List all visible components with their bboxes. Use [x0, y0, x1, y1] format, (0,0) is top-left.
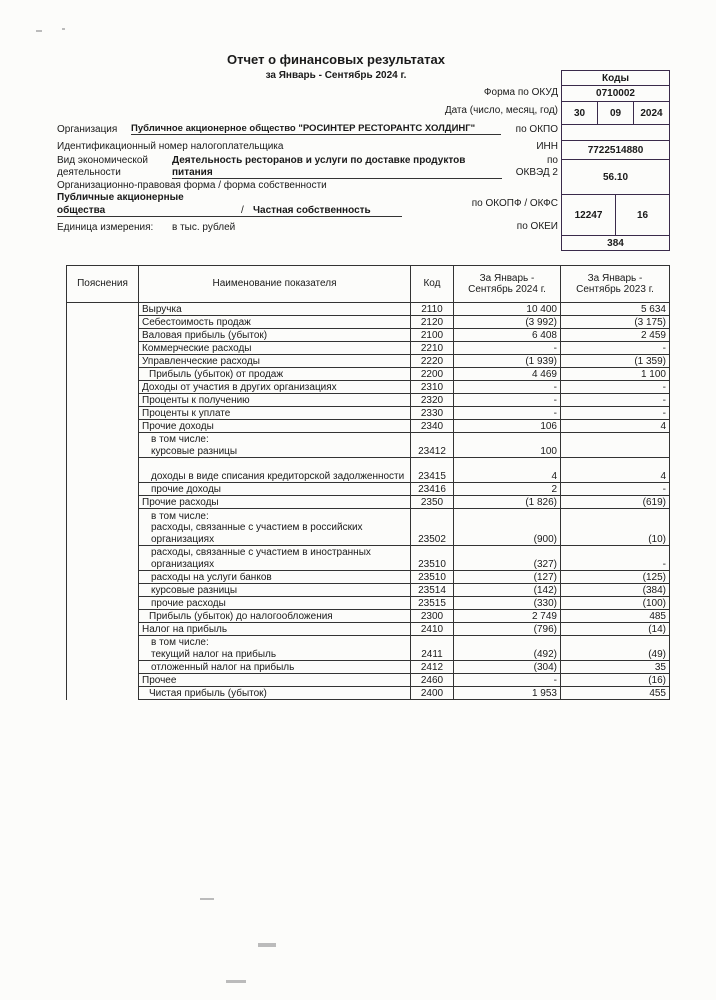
table-row [67, 458, 670, 483]
table-row [67, 329, 670, 342]
financial-results-table [66, 265, 670, 700]
indicator-name: Выручка [142, 303, 182, 315]
value-2024: (1 826) [454, 496, 561, 509]
notes-cell [67, 636, 139, 661]
header-code: Код [411, 266, 454, 303]
indicator-name-cell [139, 381, 411, 394]
indicator-name: Прочие доходы [142, 420, 214, 432]
indicator-name-cell [139, 584, 411, 597]
indicator-code: 2110 [411, 303, 454, 316]
value-2023: 4 [561, 420, 670, 433]
notes-cell [67, 584, 139, 597]
indicator-code: 2220 [411, 355, 454, 368]
table-row [67, 687, 670, 700]
value-2023 [561, 433, 670, 458]
inn-label: Идентификационный номер налогоплательщика [57, 141, 284, 152]
value-2023: (1 359) [561, 355, 670, 368]
indicator-name: Проценты к уплате [142, 407, 231, 419]
value-2024: 4 [454, 458, 561, 483]
indicator-name-cell [139, 674, 411, 687]
value-2023: (125) [561, 571, 670, 584]
form-separator: / [241, 205, 244, 216]
ownership-value: Частная собственность [253, 205, 371, 216]
unit-label: Единица измерения: [57, 222, 154, 233]
indicator-code: 2100 [411, 329, 454, 342]
indicator-name: Налог на прибыль [142, 623, 228, 635]
indicator-code: 2300 [411, 610, 454, 623]
indicator-code: 2330 [411, 407, 454, 420]
indicator-name-cell [139, 329, 411, 342]
activity-label-1: Вид экономической [57, 155, 148, 166]
indicator-name: Прибыль (убыток) до налогообложения [149, 610, 333, 622]
date-year: 2024 [633, 102, 669, 124]
value-2023: - [561, 483, 670, 496]
indicator-name-cell [139, 342, 411, 355]
indicator-name: Прочее [142, 674, 177, 686]
notes-cell [67, 483, 139, 496]
indicator-name-cell [139, 610, 411, 623]
codes-box [561, 70, 670, 251]
table-row [67, 610, 670, 623]
date-month: 09 [597, 102, 633, 124]
notes-cell [67, 674, 139, 687]
value-2024: 2 749 [454, 610, 561, 623]
indicator-code: 23412 [411, 433, 454, 458]
value-2024: (327) [454, 546, 561, 571]
report-period: за Январь - Сентябрь 2024 г. [265, 70, 407, 81]
indicator-name: прочие доходы [151, 483, 221, 495]
table-row [67, 381, 670, 394]
scan-speck [36, 30, 42, 32]
table-row [67, 420, 670, 433]
header-notes: Пояснения [67, 266, 139, 303]
indicator-name: расходы, связанные с участием в иностранных организациях [151, 547, 371, 570]
table-row [67, 546, 670, 571]
report-title: Отчет о финансовых результатах [227, 52, 445, 67]
indicator-name: Валовая прибыль (убыток) [142, 329, 268, 341]
indicator-code: 23510 [411, 571, 454, 584]
table-row [67, 433, 670, 458]
notes-cell [67, 316, 139, 329]
table-body [67, 303, 670, 700]
okei-code: 384 [607, 237, 624, 249]
value-2023: (100) [561, 597, 670, 610]
date-label: Дата (число, месяц, год) [444, 105, 558, 116]
indicator-name: курсовые разницы [151, 445, 238, 457]
table-row [67, 584, 670, 597]
indicator-code: 2412 [411, 661, 454, 674]
value-2024: (142) [454, 584, 561, 597]
org-label: Организация [57, 124, 118, 135]
value-2023: - [561, 381, 670, 394]
indicator-name: Доходы от участия в других организациях [142, 381, 337, 393]
value-2023: (16) [561, 674, 670, 687]
indicator-name-cell [139, 509, 411, 546]
value-2023: (49) [561, 636, 670, 661]
org-name: Публичное акционерное общество "РОСИНТЕР РЕСТОРАНТС ХОЛДИНГ" [131, 123, 501, 135]
indicator-code: 2120 [411, 316, 454, 329]
table-header-row [67, 266, 670, 303]
notes-cell [67, 407, 139, 420]
okpo-label: по ОКПО [515, 124, 558, 135]
indicator-name: курсовые разницы [151, 584, 238, 596]
table-row [67, 496, 670, 509]
scan-speck [200, 898, 214, 900]
indicator-name-cell [139, 407, 411, 420]
value-2024: (330) [454, 597, 561, 610]
notes-cell [67, 394, 139, 407]
value-2023: 35 [561, 661, 670, 674]
activity-value-1: Деятельность ресторанов и услуги по доставке продуктов [172, 155, 466, 166]
table-row [67, 636, 670, 661]
indicator-name-cell [139, 303, 411, 316]
indicator-code: 23416 [411, 483, 454, 496]
table-row [67, 509, 670, 546]
value-2023: 4 [561, 458, 670, 483]
indicator-name-cell [139, 420, 411, 433]
indicator-name-cell [139, 394, 411, 407]
notes-cell [67, 342, 139, 355]
value-2023: (384) [561, 584, 670, 597]
form-label: Организационно-правовая форма / форма собственности [57, 180, 327, 191]
indicator-code: 2410 [411, 623, 454, 636]
indicator-name-cell [139, 571, 411, 584]
value-2024: (492) [454, 636, 561, 661]
notes-cell [67, 571, 139, 584]
okopf-code: 12247 [574, 209, 603, 221]
value-2024: - [454, 407, 561, 420]
indicator-name-cell [139, 636, 411, 661]
indicator-name: Прибыль (убыток) от продаж [149, 368, 284, 380]
value-2024: 4 469 [454, 368, 561, 381]
indicator-name-cell [139, 483, 411, 496]
table-row [67, 316, 670, 329]
okved-label-2: ОКВЭД 2 [515, 167, 558, 178]
notes-cell [67, 509, 139, 546]
indicator-name-cell [139, 623, 411, 636]
okpo-code [562, 125, 669, 140]
okopf-label: по ОКОПФ / ОКФС [471, 198, 558, 209]
indicator-code: 2411 [411, 636, 454, 661]
including-label: в том числе: [151, 510, 209, 522]
indicator-name-cell [139, 316, 411, 329]
notes-cell [67, 381, 139, 394]
header-name: Наименование показателя [139, 266, 411, 303]
value-2023: (3 175) [561, 316, 670, 329]
value-2023: (10) [561, 509, 670, 546]
activity-label-2: деятельности [57, 167, 121, 178]
indicator-name: расходы на услуги банков [151, 571, 272, 583]
value-2024: (304) [454, 661, 561, 674]
notes-cell [67, 420, 139, 433]
okud-code: 0710002 [596, 88, 635, 99]
indicator-name-cell [139, 433, 411, 458]
okei-label: по ОКЕИ [516, 221, 558, 232]
value-2024: - [454, 381, 561, 394]
indicator-name: отложенный налог на прибыль [151, 661, 295, 673]
indicator-name: Чистая прибыль (убыток) [149, 687, 267, 699]
table-row [67, 597, 670, 610]
value-2023: (14) [561, 623, 670, 636]
indicator-name-cell [139, 661, 411, 674]
indicator-name-cell [139, 496, 411, 509]
okved-label-1: по [547, 155, 558, 166]
indicator-code: 2200 [411, 368, 454, 381]
okud-label: Форма по ОКУД [483, 87, 558, 98]
including-label: в том числе: [151, 637, 209, 648]
indicator-code: 2310 [411, 381, 454, 394]
value-2024: 6 408 [454, 329, 561, 342]
value-2024: 106 [454, 420, 561, 433]
indicator-name-cell [139, 597, 411, 610]
indicator-code: 23514 [411, 584, 454, 597]
value-2024: (1 939) [454, 355, 561, 368]
value-2023: 485 [561, 610, 670, 623]
indicator-code: 23515 [411, 597, 454, 610]
indicator-name: Коммерческие расходы [142, 342, 252, 354]
indicator-name: расходы, связанные с участием в российских организациях [151, 522, 363, 545]
scan-speck [258, 943, 276, 947]
indicator-name: Прочие расходы [142, 496, 219, 508]
notes-cell [67, 623, 139, 636]
okfs-code: 16 [615, 195, 669, 235]
indicator-code: 23510 [411, 546, 454, 571]
value-2024: (900) [454, 509, 561, 546]
indicator-name: доходы в виде списания кредиторской задолженности [151, 470, 405, 482]
value-2024: 10 400 [454, 303, 561, 316]
indicator-code: 2340 [411, 420, 454, 433]
indicator-name: Себестоимость продаж [142, 316, 251, 328]
value-2023: 5 634 [561, 303, 670, 316]
including-label: в том числе: [151, 434, 209, 445]
value-2024: 1 953 [454, 687, 561, 700]
indicator-name-cell [139, 687, 411, 700]
indicator-code: 23502 [411, 509, 454, 546]
indicator-name-cell [139, 546, 411, 571]
table-row [67, 394, 670, 407]
table-row [67, 368, 670, 381]
value-2024: (127) [454, 571, 561, 584]
scan-speck [226, 980, 246, 983]
form-value-2: общества [57, 205, 402, 217]
notes-cell [67, 458, 139, 483]
codes-heading: Коды [602, 72, 629, 84]
indicator-code: 2350 [411, 496, 454, 509]
unit-value: в тыс. рублей [172, 222, 236, 233]
value-2024: (796) [454, 623, 561, 636]
value-2024: 100 [454, 433, 561, 458]
value-2024: (3 992) [454, 316, 561, 329]
notes-cell [67, 597, 139, 610]
indicator-name-cell [139, 458, 411, 483]
notes-cell [67, 687, 139, 700]
notes-cell [67, 368, 139, 381]
table-row [67, 407, 670, 420]
indicator-code: 2210 [411, 342, 454, 355]
header-period-2024: За Январь - Сентябрь 2024 г. [454, 266, 561, 303]
table-row [67, 355, 670, 368]
table-row [67, 674, 670, 687]
notes-cell [67, 546, 139, 571]
value-2023: (619) [561, 496, 670, 509]
indicator-name: прочие расходы [151, 597, 226, 609]
value-2023: - [561, 407, 670, 420]
value-2023: 455 [561, 687, 670, 700]
table-row [67, 483, 670, 496]
indicator-name-cell [139, 368, 411, 381]
notes-cell [67, 661, 139, 674]
notes-cell [67, 329, 139, 342]
indicator-code: 2320 [411, 394, 454, 407]
value-2023: 2 459 [561, 329, 670, 342]
notes-cell [67, 355, 139, 368]
indicator-name: Управленческие расходы [142, 355, 260, 367]
table-row [67, 571, 670, 584]
notes-cell [67, 610, 139, 623]
activity-value-2: питания [172, 167, 502, 179]
table-row [67, 303, 670, 316]
value-2023: 1 100 [561, 368, 670, 381]
table-row [67, 342, 670, 355]
okved-code: 56.10 [602, 171, 629, 183]
value-2023: - [561, 342, 670, 355]
value-2023: - [561, 546, 670, 571]
indicator-name: текущий налог на прибыль [151, 648, 277, 660]
date-day: 30 [573, 107, 586, 119]
indicator-code: 2400 [411, 687, 454, 700]
value-2024: - [454, 674, 561, 687]
form-value-1: Публичные акционерные [57, 192, 184, 203]
notes-cell [67, 496, 139, 509]
indicator-code: 23415 [411, 458, 454, 483]
inn-label-right: ИНН [536, 141, 558, 152]
value-2024: - [454, 394, 561, 407]
indicator-name: Проценты к получению [142, 394, 250, 406]
scan-speck [62, 28, 65, 30]
table-row [67, 661, 670, 674]
value-2023: - [561, 394, 670, 407]
value-2024: - [454, 342, 561, 355]
table-row [67, 623, 670, 636]
notes-cell [67, 433, 139, 458]
inn-code: 7722514880 [587, 144, 644, 156]
value-2024: 2 [454, 483, 561, 496]
header-period-2023: За Январь - Сентябрь 2023 г. [561, 266, 670, 303]
indicator-name-cell [139, 355, 411, 368]
indicator-code: 2460 [411, 674, 454, 687]
notes-cell [67, 303, 139, 316]
